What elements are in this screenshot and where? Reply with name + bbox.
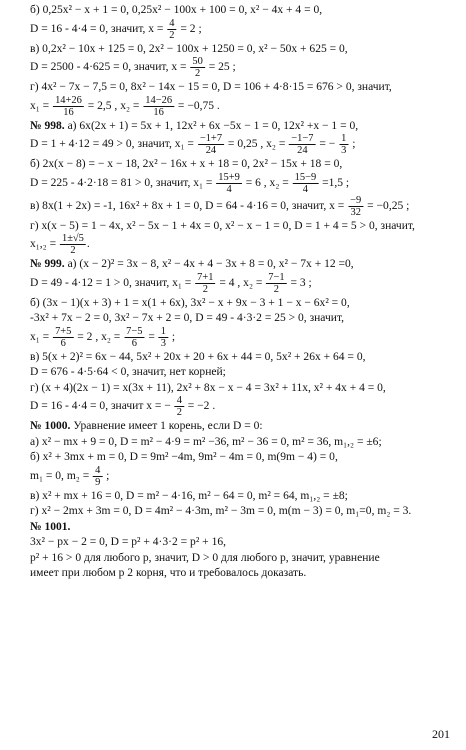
math-text: = 6 , x₂ = (242, 175, 292, 189)
fraction (339, 133, 348, 156)
fraction (143, 95, 174, 118)
denominator: 2 (202, 283, 208, 295)
text-line (30, 550, 450, 566)
numerator: 15−9 (294, 171, 317, 183)
page-number: 201 (432, 727, 450, 741)
math-text: г) 4x² − 7x − 7,5 = 0, 8x² − 14x − 15 = 0, D = 106 + 4·8·15 = 676 > 0, значит, (30, 80, 392, 93)
text-line (30, 380, 450, 396)
numerator: 7+1 (197, 271, 214, 283)
math-text: = (145, 329, 158, 343)
fraction (53, 95, 84, 118)
math-text: в) 5(x + 2)² = 6x − 44, 5x² + 20x + 20 + 6x + 44 = 0, 5x² + 26x + 64 = 0, (30, 349, 366, 363)
numerator: 4 (169, 17, 175, 29)
text-line (30, 449, 450, 465)
numerator: 7−1 (268, 271, 285, 283)
text-line (30, 218, 450, 234)
text-line (30, 118, 450, 134)
text-line (30, 18, 450, 41)
text-line (30, 133, 450, 156)
text-line (30, 349, 450, 365)
text-line (30, 56, 450, 79)
math-text: Уравнение имеет 1 корень, если D = 0: (70, 419, 263, 432)
math-text: = 25 ; (205, 60, 236, 74)
math-text: ; (349, 137, 356, 151)
fraction (167, 18, 176, 41)
numerator: −9 (350, 194, 362, 206)
math-text: p² + 16 > 0 для любого p, значит, D > 0 для любого p, значит, уравнение (30, 550, 380, 564)
math-text: D = 16 - 4·4 = 0, значит, x = (30, 21, 167, 35)
text-line (30, 565, 450, 581)
math-text: D = 49 - 4·12 = 1 > 0, значит, x₁ = (30, 275, 195, 289)
math-text: m₁ = 0, m₂ = (30, 468, 93, 482)
math-text: ; (168, 329, 176, 343)
fraction (293, 172, 319, 195)
math-text: ; (103, 468, 110, 482)
math-text: б) 2x(x − 8) = − x − 18, 2x² − 16x + x + 18 = 0, 2x² − 15x + 18 = 0, (30, 157, 343, 170)
numerator: 1 (160, 325, 166, 337)
fraction (216, 172, 242, 195)
math-text: а) x² − mx + 9 = 0, D = m² − 4·9 = m² −36, m² − 36 = 0, m² = 36, m₁,₂ = ±6; (30, 434, 382, 448)
denominator: 3 (341, 145, 347, 156)
math-text: имеет при любом p 2 корня, что и требовалось доказать. (30, 566, 307, 579)
denominator: 24 (297, 145, 308, 156)
text-line (30, 519, 450, 535)
problem-number: № 1000. (30, 419, 71, 432)
text-line (30, 310, 450, 326)
denominator: 16 (153, 106, 164, 118)
text-line (30, 272, 450, 295)
problem-number: № 999. (30, 257, 65, 270)
math-text: x₁,₂ = (30, 237, 59, 251)
denominator: 2 (70, 245, 76, 256)
fraction (195, 272, 215, 295)
fraction (190, 56, 204, 79)
numerator: 7−5 (126, 325, 143, 337)
math-text: 3x² − px − 2 = 0, D = p² + 4·3·2 = p² + 16, (30, 535, 227, 548)
text-line (30, 465, 450, 488)
text-line (30, 503, 450, 519)
text-line (30, 534, 450, 550)
text-line (30, 418, 450, 434)
text-line (30, 195, 450, 218)
numerator: 1±√5 (61, 233, 84, 244)
numerator: 50 (192, 56, 203, 67)
fraction (60, 233, 86, 256)
math-text: D = 1 + 4·12 = 49 > 0, значит, x₁ = (30, 137, 197, 151)
text-line (30, 326, 450, 349)
math-text: = 0,25 , x₂ = (225, 137, 289, 151)
fraction (289, 133, 315, 156)
fraction (198, 133, 224, 156)
math-text: = 2 ; (177, 21, 202, 35)
math-text: = 4 , x₂ = (216, 275, 266, 289)
math-text: = 2 , x₂ = (74, 329, 124, 343)
solutions-text (30, 2, 452, 581)
math-text: а) 6x(2x + 1) = 5x + 1, 12x² + 6x −5x − 1 = 0, 12x² +x − 1 = 0, (64, 118, 359, 132)
fraction (266, 272, 286, 295)
denominator: 2 (176, 407, 182, 418)
text-line (30, 95, 450, 118)
math-text: г) x(x − 5) = 1 − 4x, x² − 5x − 1 + 4x = 0, x² − x − 1 = 0, D = 1 + 4 = 5 > 0, значит, (30, 218, 415, 232)
problem-number: № 1001. (30, 519, 71, 533)
math-text: б) (3x − 1)(x + 3) + 1 = x(1 + 6x), 3x² − x + 9x − 3 + 1 − x − 6x² = 0, (30, 295, 350, 309)
text-line (30, 364, 450, 380)
math-text: в) 8x(1 + 2x) = -1, 16x² + 8x + 1 = 0, D = 64 - 4·16 = 0, значит, x = (30, 198, 348, 212)
numerator: 4 (95, 464, 101, 476)
math-text: б) x² + 3mx + m = 0, D = 9m² −4m, 9m² − 4m = 0, m(9m − 4) = 0, (30, 450, 338, 463)
denominator: 4 (302, 183, 309, 195)
denominator: 6 (60, 337, 66, 349)
numerator: 15+9 (218, 171, 240, 183)
denominator: 16 (63, 106, 74, 118)
numerator: 1 (341, 133, 347, 144)
text-line (30, 395, 450, 418)
numerator: −1−7 (291, 133, 314, 144)
denominator: 6 (131, 337, 137, 349)
fraction (93, 465, 102, 488)
denominator: 32 (350, 206, 361, 218)
math-text: = −0,75 . (175, 98, 220, 112)
denominator: 9 (95, 476, 101, 488)
denominator: 4 (226, 183, 232, 195)
math-text: = − (316, 137, 339, 151)
math-text: = 2,5 , x₂ = (84, 98, 143, 112)
math-text: =1,5 ; (319, 175, 350, 189)
math-text: x₁ = (30, 98, 53, 112)
math-text: = 3 ; (287, 275, 312, 289)
text-line (30, 172, 450, 195)
math-text: D = 225 - 4·2·18 = 81 > 0, значит, x₁ = (30, 175, 216, 189)
math-text: б) 0,25x² − x + 1 = 0, 0,25x² − 100x + 100 = 0, x² − 4x + 4 = 0, (30, 3, 323, 16)
denominator: 24 (205, 145, 217, 156)
text-line (30, 79, 450, 95)
math-text: г) (x + 4)(2x − 1) = x(3x + 11), 2x² + 8x − x − 4 = 3x² + 11x, x² + 4x + 4 = 0, (30, 380, 386, 394)
denominator: 2 (194, 68, 201, 79)
math-text: x₁ = (30, 329, 53, 343)
text-line (30, 2, 450, 18)
numerator: 4 (176, 395, 182, 406)
text-line (30, 233, 450, 256)
numerator: 14−26 (145, 94, 173, 106)
math-text: = −0,25 ; (364, 198, 410, 212)
fraction (53, 326, 73, 349)
math-text: в) x² + mx + 16 = 0, D = m² − 4·16, m² − 64 = 0, m² = 64, m₁,₂ = ±8; (30, 488, 348, 502)
math-text: -3x² + 7x − 2 = 0, 3x² − 7x + 2 = 0, D = 49 - 4·3·2 = 25 > 0, значит, (30, 311, 345, 324)
math-text: D = 2500 - 4·625 = 0, значит, x = (30, 60, 190, 74)
numerator: 14+26 (55, 94, 82, 106)
fraction (348, 195, 363, 218)
denominator: 2 (169, 29, 175, 41)
problem-number: № 998. (30, 118, 65, 132)
text-line (30, 256, 450, 272)
text-line (30, 156, 450, 172)
text-line (30, 434, 450, 450)
fraction (124, 326, 144, 349)
math-text: = −2 . (184, 399, 216, 413)
text-line (30, 41, 450, 57)
denominator: 2 (273, 283, 280, 295)
text-line (30, 295, 450, 311)
text-line (30, 488, 450, 504)
fraction (175, 395, 184, 418)
fraction (159, 326, 168, 349)
math-text: а) (x − 2)² = 3x − 8, x² − 4x + 4 − 3x + 8 = 0, x² − 7x + 12 =0, (64, 257, 354, 270)
math-text: D = 676 - 4·5·64 < 0, значит, нет корней; (30, 365, 226, 378)
denominator: 3 (160, 337, 166, 349)
math-text: в) 0,2x² − 10x + 125 = 0, 2x² − 100x + 1250 = 0, x² − 50x + 625 = 0, (30, 41, 348, 55)
math-text: D = 16 - 4·4 = 0, значит x = − (30, 399, 174, 413)
math-text: . (86, 237, 90, 251)
numerator: 7+5 (55, 325, 72, 337)
math-text: г) x² − 2mx + 3m = 0, D = 4m² − 4·3m, m² − 3m = 0, m(m − 3) = 0, m₁=0, m₂ = 3. (30, 504, 412, 517)
numerator: −1+7 (199, 133, 223, 144)
